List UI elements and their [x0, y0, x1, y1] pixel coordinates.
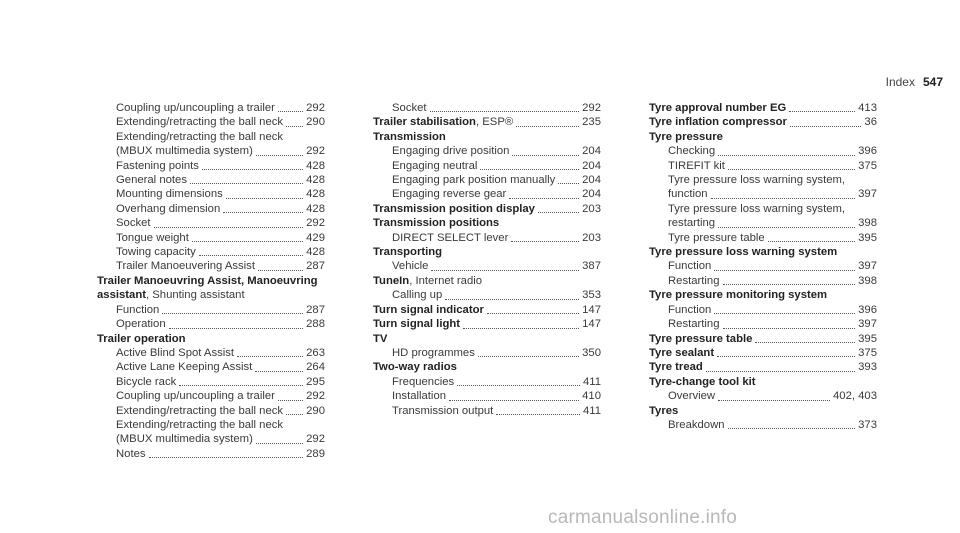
dot-leader — [538, 212, 579, 213]
index-subentry — [373, 259, 601, 273]
page-ref: 204 — [582, 188, 601, 201]
entry-text — [373, 202, 535, 216]
index-subentry — [97, 259, 325, 273]
entry-heading: Trailer stabilisation — [373, 116, 476, 129]
page-ref: 290 — [306, 116, 325, 129]
entry-text: Calling up — [392, 289, 443, 302]
index-subentry — [97, 187, 325, 201]
index-subentry — [97, 432, 325, 446]
dot-leader — [487, 313, 579, 314]
index-subentry — [373, 144, 601, 158]
page-ref: 147 — [582, 318, 601, 331]
dot-leader — [558, 183, 579, 184]
index-heading: Trailer operation — [97, 332, 186, 345]
index-heading: Tyres — [649, 404, 679, 417]
index-heading: Tyre pressure — [649, 130, 723, 143]
index-subentry — [97, 202, 325, 216]
dot-leader — [714, 270, 855, 271]
index-subentry — [97, 404, 325, 418]
index-subentry — [649, 187, 877, 201]
entry-text: General notes — [116, 174, 187, 187]
index-subentry — [373, 375, 601, 389]
page-ref: 203 — [582, 202, 601, 215]
dot-leader — [258, 270, 303, 271]
page-ref: 292 — [306, 145, 325, 158]
page-number: 547 — [922, 75, 943, 89]
dot-leader — [478, 356, 579, 357]
page-ref: 204 — [582, 145, 601, 158]
entry-text: Function — [116, 303, 160, 316]
entry-text: HD programmes — [392, 346, 475, 359]
dot-leader — [463, 328, 579, 329]
index-subentry — [649, 159, 877, 173]
dot-leader — [711, 198, 856, 199]
index-subentry — [649, 418, 877, 432]
index-subentry — [649, 259, 877, 273]
dot-leader — [278, 111, 303, 112]
entry-text — [373, 303, 484, 317]
page-ref: 36 — [864, 116, 877, 129]
page-ref: 428 — [306, 159, 325, 172]
index-subentry-line: Extending/retracting the ball neck — [116, 418, 284, 431]
entry-text: Overview — [668, 390, 716, 403]
page-ref: 395 — [858, 231, 877, 244]
entry-heading: Turn signal indicator — [373, 303, 484, 316]
dot-leader — [509, 198, 579, 199]
index-entry — [649, 101, 877, 115]
index-column-2 — [373, 101, 601, 418]
entry-text: Bicycle rack — [116, 375, 177, 388]
entry-heading: Tyre tread — [649, 361, 703, 374]
dot-leader — [516, 126, 579, 127]
entry-text: (MBUX multimedia system) — [116, 145, 253, 158]
index-subentry — [373, 404, 601, 418]
index-subentry — [649, 317, 877, 331]
page-ref: 429 — [306, 231, 325, 244]
entry-text — [649, 115, 787, 129]
entry-qualifier: , ESP® — [475, 116, 514, 129]
dot-leader — [255, 371, 303, 372]
index-subentry — [373, 173, 601, 187]
dot-leader — [430, 111, 580, 112]
index-subentry — [97, 245, 325, 259]
index-heading: Tyre pressure loss warning system — [649, 246, 838, 259]
dot-leader — [512, 155, 579, 156]
index-entry — [373, 202, 601, 216]
entry-text: Coupling up/uncoupling a trailer — [116, 102, 275, 114]
entry-text — [649, 346, 714, 360]
index-subentry — [373, 159, 601, 173]
dot-leader — [162, 313, 303, 314]
page-header — [886, 75, 943, 89]
index-entry — [373, 317, 601, 331]
entry-text: Overhang dimension — [116, 202, 221, 215]
entry-text: Function — [668, 303, 712, 316]
dot-leader — [202, 169, 303, 170]
index-subentry — [373, 187, 601, 201]
entry-text: Trailer Manoeuvering Assist — [116, 260, 255, 273]
entry-text: Mounting dimensions — [116, 188, 223, 201]
page-ref: 397 — [858, 260, 877, 273]
dot-leader — [154, 227, 304, 228]
entry-heading: Tyre inflation compressor — [649, 116, 787, 129]
index-entry — [649, 332, 877, 346]
dot-leader — [431, 270, 579, 271]
dot-leader — [789, 111, 855, 112]
entry-text: Frequencies — [392, 375, 455, 388]
dot-leader — [511, 241, 579, 242]
page-ref: 428 — [306, 188, 325, 201]
dot-leader — [723, 328, 856, 329]
entry-text: Towing capacity — [116, 246, 196, 259]
page-ref: 264 — [306, 361, 325, 374]
page-ref: 402, 403 — [833, 390, 877, 403]
dot-leader — [718, 155, 855, 156]
index-subentry — [373, 389, 601, 403]
dot-leader — [449, 400, 579, 401]
entry-text: Extending/retracting the ball neck — [116, 404, 284, 417]
entry-text: Socket — [392, 102, 427, 114]
index-subentry — [97, 389, 325, 403]
index-subentry — [649, 303, 877, 317]
index-entry — [649, 360, 877, 374]
dot-leader — [768, 241, 855, 242]
page-ref: 204 — [582, 159, 601, 172]
dot-leader — [149, 457, 304, 458]
entry-text: DIRECT SELECT lever — [392, 231, 509, 244]
index-subentry — [649, 144, 877, 158]
entry-text: function — [668, 188, 708, 201]
index-subentry — [97, 447, 325, 461]
index-subentry — [97, 216, 325, 230]
dot-leader — [717, 356, 855, 357]
entry-text: Tyre pressure table — [668, 231, 765, 244]
dot-leader — [190, 183, 303, 184]
entry-heading: Turn signal light — [373, 318, 461, 331]
page-ref: 375 — [858, 346, 877, 359]
entry-text: Engaging park position manually — [392, 174, 556, 187]
page-ref: 292 — [582, 102, 601, 114]
dot-leader — [718, 400, 830, 401]
page-ref: 413 — [858, 102, 877, 114]
page-ref: 393 — [858, 361, 877, 374]
page-ref: 428 — [306, 246, 325, 259]
entry-text: Restarting — [668, 318, 720, 331]
entry-text: Active Blind Spot Assist — [116, 346, 235, 359]
dot-leader — [480, 169, 579, 170]
page-ref: 263 — [306, 346, 325, 359]
page-ref: 287 — [306, 303, 325, 316]
page-ref: 397 — [858, 188, 877, 201]
index-entry — [373, 303, 601, 317]
index-subentry — [97, 375, 325, 389]
page-ref: 287 — [306, 260, 325, 273]
dot-leader — [728, 428, 856, 429]
page-ref: 375 — [858, 159, 877, 172]
page-ref: 289 — [306, 447, 325, 460]
page-ref: 428 — [306, 202, 325, 215]
index-entry — [649, 115, 877, 129]
index-entry — [649, 346, 877, 360]
index-heading: Tyre pressure monitoring system — [649, 289, 828, 302]
header-label: Index — [885, 75, 915, 89]
dot-leader — [728, 169, 855, 170]
index-subentry — [373, 101, 601, 115]
entry-text: Notes — [116, 447, 146, 460]
dot-leader — [223, 212, 303, 213]
index-subentry — [97, 101, 325, 115]
page-ref: 396 — [858, 303, 877, 316]
index-subentry-line: Tyre pressure loss warning system, — [668, 174, 846, 187]
entry-qualifier: , Shunting assistant — [145, 289, 245, 302]
index-subentry-line: Extending/retracting the ball neck — [116, 130, 284, 143]
dot-leader — [723, 284, 856, 285]
entry-text: Restarting — [668, 274, 720, 287]
entry-text: (MBUX multimedia system) — [116, 433, 253, 446]
page-ref: 396 — [858, 145, 877, 158]
entry-text: restarting — [668, 217, 716, 230]
index-subentry — [373, 231, 601, 245]
index-column-1 — [97, 101, 325, 461]
page-ref: 290 — [306, 404, 325, 417]
entry-heading: Tyre sealant — [649, 346, 715, 359]
dot-leader — [278, 400, 303, 401]
entry-text — [373, 115, 513, 129]
entry-text: Breakdown — [668, 418, 725, 431]
dot-leader — [179, 385, 303, 386]
entry-text: Extending/retracting the ball neck — [116, 116, 284, 129]
dot-leader — [286, 414, 303, 415]
entry-text: Installation — [392, 390, 447, 403]
entry-text: TIREFIT kit — [668, 159, 725, 172]
index-subentry — [649, 274, 877, 288]
index-subentry — [97, 231, 325, 245]
watermark: carmanualsonline.info — [548, 507, 738, 528]
entry-heading: Transmission position display — [373, 202, 535, 215]
dot-leader — [718, 227, 855, 228]
entry-text: Function — [668, 260, 712, 273]
index-subentry-line: Tyre pressure loss warning system, — [668, 202, 846, 215]
entry-text: Engaging drive position — [392, 145, 510, 158]
page-ref: 387 — [582, 260, 601, 273]
entry-text: Checking — [668, 145, 716, 158]
page-ref: 292 — [306, 390, 325, 403]
entry-heading: Tyre pressure table — [649, 332, 753, 345]
entry-heading: assistant — [97, 289, 146, 302]
index-subentry — [97, 144, 325, 158]
entry-text — [649, 332, 752, 346]
index-subentry — [649, 231, 877, 245]
index-subentry — [649, 389, 877, 403]
index-heading — [97, 288, 325, 302]
dot-leader — [445, 299, 579, 300]
index-heading: Trailer Manoeuvring Assist, Manoeuvring — [97, 274, 318, 287]
index-heading: Tyre-change tool kit — [649, 375, 756, 388]
dot-leader — [169, 328, 304, 329]
page-ref: 288 — [306, 318, 325, 331]
index-subentry — [97, 346, 325, 360]
entry-heading: TuneIn — [373, 274, 410, 287]
entry-text: Engaging reverse gear — [392, 188, 507, 201]
dot-leader — [755, 342, 855, 343]
page-ref: 295 — [306, 375, 325, 388]
page-ref: 398 — [858, 217, 877, 230]
page-ref: 411 — [582, 404, 601, 417]
entry-text: Coupling up/uncoupling a trailer — [116, 390, 275, 403]
index-subentry — [649, 216, 877, 230]
page-ref: 203 — [582, 231, 601, 244]
page-ref: 395 — [858, 332, 877, 345]
entry-text — [649, 360, 703, 374]
index-heading: TV — [373, 332, 388, 345]
dot-leader — [286, 126, 303, 127]
entry-text: Socket — [116, 217, 151, 230]
entry-text — [649, 101, 786, 115]
dot-leader — [226, 198, 303, 199]
page-ref: 353 — [582, 289, 601, 302]
page-ref: 292 — [306, 433, 325, 446]
entry-text: Vehicle — [392, 260, 429, 273]
index-heading: Transporting — [373, 246, 443, 259]
entry-heading: Tyre approval number EG — [649, 102, 787, 114]
page-ref: 373 — [858, 418, 877, 431]
page-ref: 204 — [582, 174, 601, 187]
index-subentry — [97, 115, 325, 129]
entry-qualifier: , Internet radio — [409, 274, 483, 287]
page-ref: 292 — [306, 217, 325, 230]
page-ref: 428 — [306, 174, 325, 187]
entry-text: Engaging neutral — [392, 159, 478, 172]
page-ref: 397 — [858, 318, 877, 331]
dot-leader — [714, 313, 855, 314]
entry-text: Tongue weight — [116, 231, 189, 244]
page-ref: 292 — [306, 102, 325, 114]
index-column-3 — [649, 101, 877, 432]
entry-text — [373, 317, 460, 331]
index-entry — [373, 115, 601, 129]
index-subentry — [97, 173, 325, 187]
dot-leader — [199, 255, 303, 256]
index-subentry — [97, 303, 325, 317]
entry-text: Transmission output — [392, 404, 494, 417]
page-ref: 350 — [582, 346, 601, 359]
page-ref: 235 — [582, 116, 601, 129]
page-ref: 398 — [858, 274, 877, 287]
dot-leader — [790, 126, 862, 127]
entry-text: Active Lane Keeping Assist — [116, 361, 253, 374]
entry-text: Operation — [116, 318, 166, 331]
index-heading — [373, 274, 601, 288]
dot-leader — [256, 155, 303, 156]
index-subentry — [97, 159, 325, 173]
dot-leader — [496, 414, 580, 415]
entry-text: Fastening points — [116, 159, 199, 172]
page-ref: 411 — [582, 375, 601, 388]
dot-leader — [237, 356, 303, 357]
dot-leader — [457, 385, 580, 386]
index-subentry — [373, 346, 601, 360]
page-ref: 147 — [582, 303, 601, 316]
index-subentry — [97, 317, 325, 331]
page-ref: 410 — [582, 390, 601, 403]
dot-leader — [192, 241, 303, 242]
index-heading: Transmission — [373, 130, 446, 143]
index-subentry — [373, 288, 601, 302]
index-heading: Transmission positions — [373, 217, 500, 230]
dot-leader — [256, 443, 303, 444]
index-subentry — [97, 360, 325, 374]
dot-leader — [706, 371, 855, 372]
index-heading: Two-way radios — [373, 361, 457, 374]
